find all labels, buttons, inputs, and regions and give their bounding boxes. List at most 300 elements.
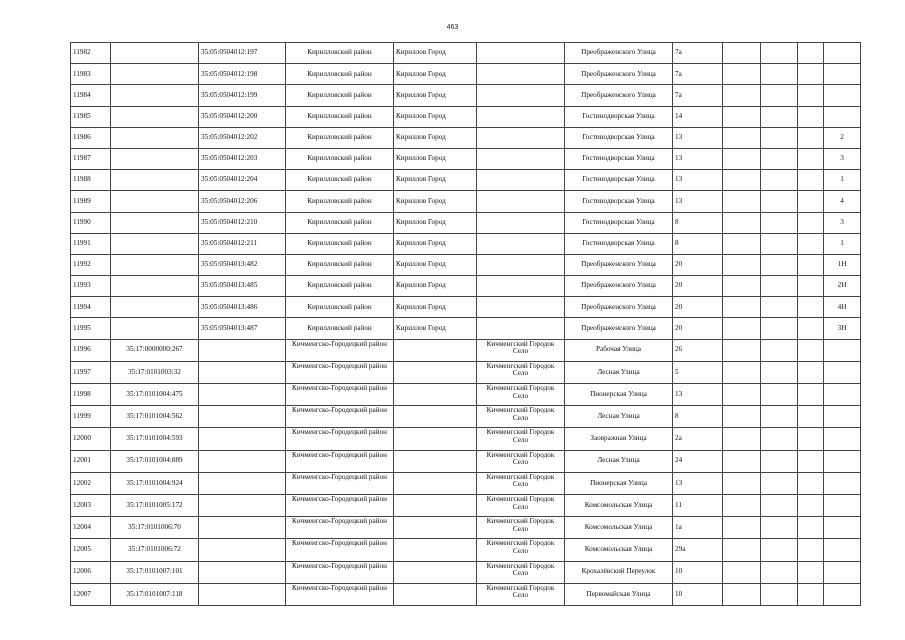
district-cell: Кирилловский район — [286, 148, 394, 169]
town-cell — [394, 472, 477, 494]
district-cell: Кичменгско-Городецкий район — [286, 428, 394, 450]
premises-number-cell — [824, 43, 861, 64]
locality-cell — [477, 254, 565, 275]
letter-cell — [798, 212, 824, 233]
premises-number-cell — [824, 517, 861, 539]
record-number-cell: 11987 — [71, 148, 111, 169]
district-cell: Кирилловский район — [286, 254, 394, 275]
building-cadastral-number-cell: 35:05:0504012:203 — [199, 148, 286, 169]
building-cell — [723, 517, 761, 539]
district-cell: Кичменгско-Городецкий район — [286, 517, 394, 539]
record-number-cell: 11993 — [71, 276, 111, 297]
town-cell: Кириллов Город — [394, 233, 477, 254]
house-number-cell: 7а — [673, 43, 723, 64]
letter-cell — [798, 472, 824, 494]
building-cadastral-number-cell — [199, 539, 286, 561]
district-cell: Кичменгско-Городецкий район — [286, 339, 394, 361]
house-number-cell: 1а — [673, 517, 723, 539]
structure-cell — [761, 254, 798, 275]
letter-cell — [798, 450, 824, 472]
table-row — [71, 583, 861, 605]
record-number-cell: 11983 — [71, 64, 111, 85]
locality-cell: Кичменгский Городок Село — [477, 384, 565, 406]
building-cadastral-number-cell: 35:05:0504012:198 — [199, 64, 286, 85]
building-cadastral-number-cell: 35:05:0504013:487 — [199, 318, 286, 339]
premises-number-cell — [824, 85, 861, 106]
table-row — [71, 127, 861, 148]
cadastral-number-cell — [111, 191, 199, 212]
table-row — [71, 384, 861, 406]
premises-number-cell: 3 — [824, 148, 861, 169]
building-cadastral-number-cell — [199, 428, 286, 450]
structure-cell — [761, 428, 798, 450]
premises-number-cell — [824, 561, 861, 583]
house-number-cell: 5 — [673, 361, 723, 383]
building-cadastral-number-cell — [199, 384, 286, 406]
structure-cell — [761, 583, 798, 605]
district-cell: Кирилловский район — [286, 233, 394, 254]
street-cell: Рабочая Улица — [565, 339, 673, 361]
house-number-cell: 20 — [673, 297, 723, 318]
cadastral-number-cell — [111, 297, 199, 318]
table-row — [71, 494, 861, 516]
street-cell: Преображенского Улица — [565, 64, 673, 85]
letter-cell — [798, 406, 824, 428]
table-row — [71, 85, 861, 106]
street-cell: Комсомольская Улица — [565, 494, 673, 516]
record-number-cell: 11988 — [71, 170, 111, 191]
structure-cell — [761, 297, 798, 318]
premises-number-cell — [824, 494, 861, 516]
cadastral-number-cell: 35:17:0101004:924 — [111, 472, 199, 494]
letter-cell — [798, 539, 824, 561]
building-cell — [723, 276, 761, 297]
building-cell — [723, 428, 761, 450]
letter-cell — [798, 127, 824, 148]
premises-number-cell — [824, 339, 861, 361]
cadastral-number-cell — [111, 43, 199, 64]
cadastral-number-cell — [111, 318, 199, 339]
record-number-cell: 12002 — [71, 472, 111, 494]
locality-cell — [477, 170, 565, 191]
district-cell: Кичменгско-Городецкий район — [286, 539, 394, 561]
letter-cell — [798, 318, 824, 339]
building-cadastral-number-cell — [199, 517, 286, 539]
house-number-cell: 29а — [673, 539, 723, 561]
record-number-cell: 12003 — [71, 494, 111, 516]
building-cadastral-number-cell — [199, 561, 286, 583]
table-row — [71, 561, 861, 583]
house-number-cell: 8 — [673, 406, 723, 428]
town-cell: Кириллов Город — [394, 254, 477, 275]
street-cell: Крохалёвский Переулок — [565, 561, 673, 583]
district-cell: Кичменгско-Городецкий район — [286, 450, 394, 472]
page-number: 463 — [446, 24, 459, 31]
town-cell — [394, 561, 477, 583]
building-cell — [723, 494, 761, 516]
street-cell: Гостинодворская Улица — [565, 212, 673, 233]
town-cell: Кириллов Город — [394, 64, 477, 85]
locality-cell: Кичменгский Городок Село — [477, 517, 565, 539]
street-cell: Пионерская Улица — [565, 384, 673, 406]
letter-cell — [798, 583, 824, 605]
building-cadastral-number-cell: 35:05:0504013:482 — [199, 254, 286, 275]
district-cell: Кирилловский район — [286, 191, 394, 212]
structure-cell — [761, 361, 798, 383]
table-row — [71, 339, 861, 361]
town-cell: Кириллов Город — [394, 106, 477, 127]
district-cell: Кирилловский район — [286, 64, 394, 85]
house-number-cell: 13 — [673, 191, 723, 212]
record-number-cell: 11996 — [71, 339, 111, 361]
cadastral-number-cell: 35:17:0101006:70 — [111, 517, 199, 539]
locality-cell — [477, 233, 565, 254]
town-cell: Кириллов Город — [394, 85, 477, 106]
letter-cell — [798, 361, 824, 383]
letter-cell — [798, 64, 824, 85]
letter-cell — [798, 85, 824, 106]
house-number-cell: 13 — [673, 127, 723, 148]
letter-cell — [798, 43, 824, 64]
district-cell: Кичменгско-Городецкий район — [286, 361, 394, 383]
house-number-cell: 8 — [673, 233, 723, 254]
letter-cell — [798, 339, 824, 361]
structure-cell — [761, 43, 798, 64]
district-cell: Кирилловский район — [286, 318, 394, 339]
building-cadastral-number-cell — [199, 494, 286, 516]
locality-cell: Кичменгский Городок Село — [477, 472, 565, 494]
structure-cell — [761, 127, 798, 148]
letter-cell — [798, 384, 824, 406]
structure-cell — [761, 191, 798, 212]
cadastral-number-cell: 35:17:0000000:267 — [111, 339, 199, 361]
building-cell — [723, 472, 761, 494]
cadastral-number-cell — [111, 233, 199, 254]
building-cadastral-number-cell: 35:05:0504012:202 — [199, 127, 286, 148]
building-cadastral-number-cell — [199, 339, 286, 361]
cadastral-number-cell — [111, 170, 199, 191]
building-cadastral-number-cell — [199, 361, 286, 383]
record-number-cell: 11989 — [71, 191, 111, 212]
premises-number-cell — [824, 472, 861, 494]
building-cell — [723, 233, 761, 254]
structure-cell — [761, 106, 798, 127]
locality-cell — [477, 127, 565, 148]
street-cell: Преображенского Улица — [565, 254, 673, 275]
district-cell: Кичменгско-Городецкий район — [286, 384, 394, 406]
record-number-cell: 12007 — [71, 583, 111, 605]
building-cell — [723, 339, 761, 361]
table-row — [71, 472, 861, 494]
building-cadastral-number-cell: 35:05:0504012:197 — [199, 43, 286, 64]
letter-cell — [798, 428, 824, 450]
table-row — [71, 428, 861, 450]
town-cell — [394, 494, 477, 516]
building-cell — [723, 170, 761, 191]
locality-cell: Кичменгский Городок Село — [477, 406, 565, 428]
town-cell: Кириллов Город — [394, 276, 477, 297]
structure-cell — [761, 276, 798, 297]
letter-cell — [798, 494, 824, 516]
premises-number-cell: 3Н — [824, 318, 861, 339]
structure-cell — [761, 318, 798, 339]
town-cell: Кириллов Город — [394, 318, 477, 339]
registry-table — [70, 42, 861, 606]
table-row — [71, 276, 861, 297]
town-cell — [394, 428, 477, 450]
structure-cell — [761, 170, 798, 191]
table-row — [71, 191, 861, 212]
town-cell: Кириллов Город — [394, 43, 477, 64]
building-cadastral-number-cell: 35:05:0504012:204 — [199, 170, 286, 191]
table-row — [71, 539, 861, 561]
district-cell: Кичменгско-Городецкий район — [286, 561, 394, 583]
district-cell: Кирилловский район — [286, 212, 394, 233]
district-cell: Кирилловский район — [286, 170, 394, 191]
premises-number-cell — [824, 406, 861, 428]
premises-number-cell — [824, 428, 861, 450]
locality-cell: Кичменгский Городок Село — [477, 450, 565, 472]
cadastral-number-cell — [111, 212, 199, 233]
record-number-cell: 11998 — [71, 384, 111, 406]
record-number-cell: 11984 — [71, 85, 111, 106]
house-number-cell: 26 — [673, 339, 723, 361]
street-cell: Гостинодворская Улица — [565, 191, 673, 212]
table-row — [71, 450, 861, 472]
record-number-cell: 11982 — [71, 43, 111, 64]
premises-number-cell: 1 — [824, 233, 861, 254]
house-number-cell: 14 — [673, 106, 723, 127]
record-number-cell: 12004 — [71, 517, 111, 539]
premises-number-cell — [824, 384, 861, 406]
record-number-cell: 12000 — [71, 428, 111, 450]
street-cell: Лесная Улица — [565, 406, 673, 428]
street-cell: Лесная Улица — [565, 361, 673, 383]
town-cell — [394, 517, 477, 539]
house-number-cell: 24 — [673, 450, 723, 472]
street-cell: Комсомольская Улица — [565, 517, 673, 539]
record-number-cell: 11991 — [71, 233, 111, 254]
record-number-cell: 11986 — [71, 127, 111, 148]
structure-cell — [761, 450, 798, 472]
town-cell — [394, 450, 477, 472]
structure-cell — [761, 539, 798, 561]
town-cell: Кириллов Город — [394, 170, 477, 191]
district-cell: Кирилловский район — [286, 297, 394, 318]
locality-cell: Кичменгский Городок Село — [477, 339, 565, 361]
premises-number-cell: 4Н — [824, 297, 861, 318]
building-cadastral-number-cell: 35:05:0504013:486 — [199, 297, 286, 318]
premises-number-cell — [824, 106, 861, 127]
cadastral-number-cell: 35:17:0101007:118 — [111, 583, 199, 605]
record-number-cell: 12001 — [71, 450, 111, 472]
letter-cell — [798, 191, 824, 212]
building-cadastral-number-cell — [199, 472, 286, 494]
record-number-cell: 12006 — [71, 561, 111, 583]
building-cell — [723, 318, 761, 339]
letter-cell — [798, 148, 824, 169]
letter-cell — [798, 254, 824, 275]
building-cell — [723, 254, 761, 275]
building-cadastral-number-cell: 35:05:0504013:485 — [199, 276, 286, 297]
building-cell — [723, 191, 761, 212]
district-cell: Кирилловский район — [286, 85, 394, 106]
table-row — [71, 318, 861, 339]
locality-cell — [477, 148, 565, 169]
building-cell — [723, 106, 761, 127]
cadastral-number-cell: 35:17:0101004:475 — [111, 384, 199, 406]
town-cell: Кириллов Город — [394, 191, 477, 212]
street-cell: Гостинодворская Улица — [565, 127, 673, 148]
cadastral-number-cell — [111, 106, 199, 127]
locality-cell — [477, 64, 565, 85]
locality-cell — [477, 318, 565, 339]
street-cell: Гостинодворская Улица — [565, 148, 673, 169]
premises-number-cell — [824, 539, 861, 561]
building-cadastral-number-cell — [199, 406, 286, 428]
town-cell — [394, 406, 477, 428]
street-cell: Заовражная Улица — [565, 428, 673, 450]
premises-number-cell: 2Н — [824, 276, 861, 297]
cadastral-number-cell — [111, 64, 199, 85]
structure-cell — [761, 85, 798, 106]
street-cell: Гостинодворская Улица — [565, 233, 673, 254]
structure-cell — [761, 339, 798, 361]
house-number-cell: 11 — [673, 494, 723, 516]
cadastral-number-cell — [111, 85, 199, 106]
district-cell: Кирилловский район — [286, 127, 394, 148]
record-number-cell: 11999 — [71, 406, 111, 428]
record-number-cell: 11985 — [71, 106, 111, 127]
district-cell: Кичменгско-Городецкий район — [286, 583, 394, 605]
district-cell: Кичменгско-Городецкий район — [286, 472, 394, 494]
letter-cell — [798, 106, 824, 127]
building-cadastral-number-cell: 35:05:0504012:200 — [199, 106, 286, 127]
table-row — [71, 43, 861, 64]
building-cell — [723, 583, 761, 605]
house-number-cell: 20 — [673, 276, 723, 297]
locality-cell: Кичменгский Городок Село — [477, 539, 565, 561]
locality-cell: Кичменгский Городок Село — [477, 428, 565, 450]
premises-number-cell: 2 — [824, 127, 861, 148]
structure-cell — [761, 406, 798, 428]
table-row — [71, 106, 861, 127]
street-cell: Лесная Улица — [565, 450, 673, 472]
structure-cell — [761, 233, 798, 254]
record-number-cell: 11995 — [71, 318, 111, 339]
locality-cell: Кичменгский Городок Село — [477, 583, 565, 605]
street-cell: Гостинодворская Улица — [565, 170, 673, 191]
building-cadastral-number-cell: 35:05:0504012:199 — [199, 85, 286, 106]
building-cell — [723, 85, 761, 106]
street-cell: Первомайская Улица — [565, 583, 673, 605]
house-number-cell: 7а — [673, 64, 723, 85]
cadastral-number-cell: 35:17:0101007:101 — [111, 561, 199, 583]
table-row — [71, 361, 861, 383]
table-row — [71, 297, 861, 318]
locality-cell — [477, 106, 565, 127]
locality-cell — [477, 43, 565, 64]
building-cell — [723, 561, 761, 583]
building-cell — [723, 361, 761, 383]
locality-cell: Кичменгский Городок Село — [477, 361, 565, 383]
building-cell — [723, 406, 761, 428]
table-row — [71, 254, 861, 275]
premises-number-cell — [824, 583, 861, 605]
locality-cell: Кичменгский Городок Село — [477, 494, 565, 516]
structure-cell — [761, 494, 798, 516]
cadastral-number-cell: 35:17:0101004:593 — [111, 428, 199, 450]
premises-number-cell — [824, 64, 861, 85]
locality-cell — [477, 212, 565, 233]
district-cell: Кирилловский район — [286, 106, 394, 127]
table-row — [71, 64, 861, 85]
letter-cell — [798, 517, 824, 539]
town-cell — [394, 339, 477, 361]
building-cell — [723, 43, 761, 64]
letter-cell — [798, 297, 824, 318]
house-number-cell: 10 — [673, 561, 723, 583]
district-cell: Кирилловский район — [286, 43, 394, 64]
premises-number-cell: 4 — [824, 191, 861, 212]
district-cell: Кирилловский район — [286, 276, 394, 297]
building-cell — [723, 64, 761, 85]
record-number-cell: 11994 — [71, 297, 111, 318]
letter-cell — [798, 561, 824, 583]
town-cell — [394, 384, 477, 406]
locality-cell — [477, 191, 565, 212]
town-cell: Кириллов Город — [394, 212, 477, 233]
cadastral-number-cell: 35:17:0101003:32 — [111, 361, 199, 383]
cadastral-number-cell: 35:17:0101004:889 — [111, 450, 199, 472]
street-cell: Гостинодворская Улица — [565, 106, 673, 127]
district-cell: Кичменгско-Городецкий район — [286, 494, 394, 516]
structure-cell — [761, 517, 798, 539]
street-cell: Преображенского Улица — [565, 85, 673, 106]
registry-rows — [71, 43, 861, 606]
town-cell: Кириллов Город — [394, 127, 477, 148]
house-number-cell: 8 — [673, 212, 723, 233]
house-number-cell: 2а — [673, 428, 723, 450]
premises-number-cell — [824, 361, 861, 383]
house-number-cell: 20 — [673, 254, 723, 275]
house-number-cell: 13 — [673, 148, 723, 169]
house-number-cell: 13 — [673, 472, 723, 494]
table-row — [71, 170, 861, 191]
structure-cell — [761, 148, 798, 169]
street-cell: Преображенского Улица — [565, 297, 673, 318]
cadastral-number-cell: 35:17:0101006:72 — [111, 539, 199, 561]
premises-number-cell: 1 — [824, 170, 861, 191]
building-cell — [723, 297, 761, 318]
street-cell: Преображенского Улица — [565, 318, 673, 339]
cadastral-number-cell — [111, 148, 199, 169]
building-cadastral-number-cell: 35:05:0504012:211 — [199, 233, 286, 254]
cadastral-number-cell — [111, 276, 199, 297]
premises-number-cell — [824, 450, 861, 472]
building-cell — [723, 127, 761, 148]
town-cell: Кириллов Город — [394, 297, 477, 318]
house-number-cell: 13 — [673, 384, 723, 406]
premises-number-cell: 3 — [824, 212, 861, 233]
house-number-cell: 13 — [673, 170, 723, 191]
town-cell — [394, 361, 477, 383]
house-number-cell: 20 — [673, 318, 723, 339]
structure-cell — [761, 64, 798, 85]
building-cell — [723, 450, 761, 472]
building-cell — [723, 212, 761, 233]
structure-cell — [761, 384, 798, 406]
